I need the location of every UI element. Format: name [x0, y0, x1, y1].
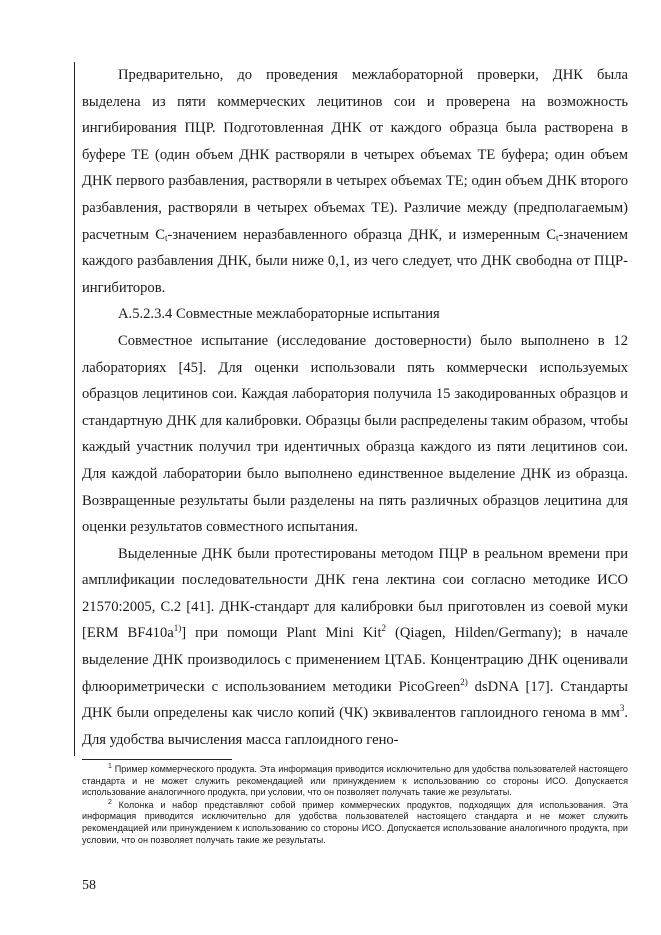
footnote-separator: [82, 759, 232, 760]
page-number: 58: [82, 878, 96, 893]
paragraph-collaborative-study: Совместное испытание (исследование достоверности) было выполнено в 12 лабораториях [45]. Для оценки использовали пять коммерчески используемых образцов лецитинов сои. Каждая лаборатория получила 15 закодированных образцов и стандартную ДНК для калибровки. Образцы были распределены таким образом, чтобы каждый участник получил три идентичных образца каждого из пяти лецитинов сои. Для каждой лаборатории было выполнено единственное выделение ДНК из образца. Возвращенные результаты были разделены на пять различных образцов лецитина для оценки результатов совместного испытания.: [82, 332, 628, 536]
footnotes: [82, 764, 628, 847]
section-heading: А.5.2.3.4 Совместные межлабораторные испытания: [118, 306, 440, 323]
margin-line: [74, 62, 75, 756]
paragraph-dna-testing: Выделенные ДНК были протестированы методом ПЦР в реальном времени при амплификации последовательности ДНК гена лектина сои согласно методике ИСО 21570:2005, С.2 [41]. ДНК-стандарт для калибровки был приготовлен из соевой муки [ERM $BF410a^{1)}$] при помощи Plant Mini Kit$^2$ (Qiagen, Hilden/Germany); в начале выделение ДНК производилось с применением ЦТАБ. Концентрацию ДНК оценивали флюориметрически с использованием методики PicoGreen$^{2)}$ dsDNA [17]. Стандарты ДНК были определены как число копий (ЧК) эквивалентов гаплоидного генома в $мм^3$. Для удобства вычисления масса гаплоидного гено-: [82, 545, 628, 748]
footnote-1: $^1$ Пример коммерческого продукта. Эта информация приводится исключительно для удобства пользователей настоящего стандарта и не может служить рекомендацией или принуждением к использованию со стороны ИСО. Допускается использование аналогичного продукта, при условии, что он позволяет получать такие же результаты.: [82, 763, 628, 798]
paragraph-pcr-inhibition: Предварительно, до проведения межлабораторной проверки, ДНК была выделена из пяти коммерческих лецитинов сои и проверена на возможность ингибирования ПЦР. Подготовленная ДНК от каждого образца была растворена в буфере ТЕ (один объем ДНК растворяли в четырех объемах ТЕ буфера; один объем ДНК первого разбавления, растворяли в четырех объемах ТЕ; один объем ДНК второго разбавления, растворяли в четырех объемах ТЕ). Различие между (предполагаемым) расчетным $C_t$-значением неразбавленного образца ДНК, и измеренным $C_t$-значением каждого разбавления ДНК, были ниже 0,1, из чего следует, что ДНК свободна от ПЦР-ингибиторов.: [82, 67, 629, 296]
footnote-2: $^2$ Колонка и набор представляют собой пример коммерческих продуктов, подходящих для использования. Эта информация приводится исключительно для удобства пользователей настоящего стандарта и не может служить рекомендацией или принуждением к использованию со стороны ИСО. Допускается использование аналогичного продукта, при условии, что он позволяет получать такие же результаты.: [82, 798, 628, 845]
main-text: [82, 62, 628, 753]
